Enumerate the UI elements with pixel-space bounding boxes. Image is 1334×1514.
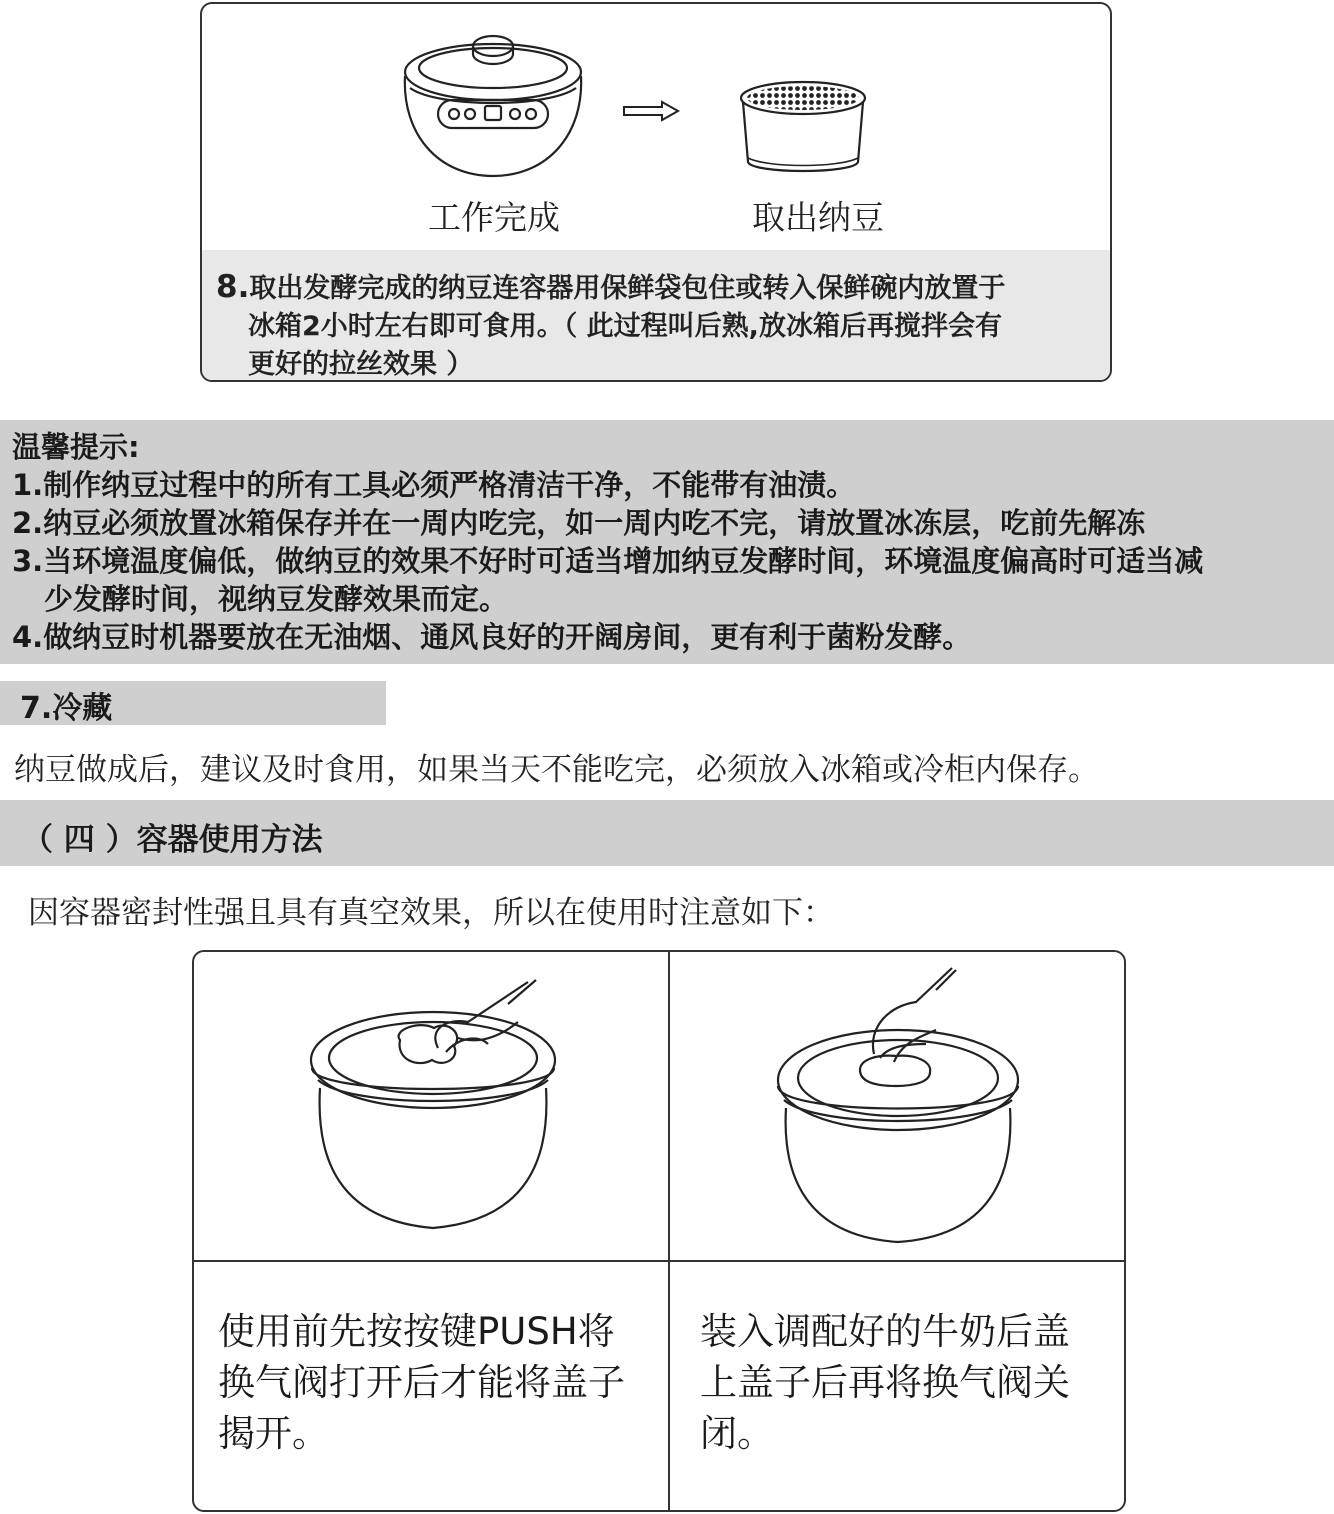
section7-title: 7.冷藏 — [20, 691, 113, 726]
tips-section — [0, 420, 1334, 664]
step8-instructions — [216, 268, 1106, 382]
usage-left-line-1: 使用前先按按键PUSH将 — [218, 1310, 615, 1353]
natto-container-icon — [738, 78, 868, 178]
table-vertical-divider — [668, 952, 670, 1510]
tip-item-3: 3.当环境温度偏低，做纳豆的效果不好时可适当增加纳豆发酵时间，环境温度偏高时可适当减 — [12, 544, 1204, 578]
tip-item-4: 4.做纳豆时机器要放在无油烟、通风良好的开阔房间，更有利于菌粉发酵。 — [12, 620, 972, 654]
usage-right-text — [700, 1306, 1070, 1459]
caption-take-out-natto: 取出纳豆 — [752, 198, 884, 237]
pot-lid-open-icon — [308, 978, 558, 1238]
step8-panel — [200, 2, 1112, 382]
arrow-right-icon — [622, 100, 682, 122]
section4-title: （ 四 ）容器使用方法 — [22, 822, 323, 858]
usage-left-line-2: 换气阀打开后才能将盖子 — [218, 1361, 625, 1404]
section7-header — [0, 681, 386, 725]
tip-item-2: 2.纳豆必须放置冰箱保存并在一周内吃完，如一周内吃不完，请放置冰冻层，吃前先解冻 — [12, 506, 1146, 540]
section7-body: 纳豆做成后，建议及时食用，如果当天不能吃完，必须放入冰箱或冷柜内保存。 — [14, 752, 1099, 788]
usage-right-line-3: 闭。 — [700, 1412, 774, 1455]
tip-item-1: 1.制作纳豆过程中的所有工具必须严格清洁干净，不能带有油渍。 — [12, 468, 856, 502]
tips-title: 温馨提示: — [12, 430, 140, 464]
pot-lid-close-icon — [776, 966, 1026, 1246]
usage-table — [192, 950, 1126, 1512]
table-horizontal-divider — [194, 1260, 1124, 1262]
step8-line-1: 取出发酵完成的纳豆连容器用保鲜袋包住或转入保鲜碗内放置于 — [249, 273, 1006, 304]
usage-left-line-3: 揭开。 — [218, 1412, 329, 1455]
caption-work-done: 工作完成 — [428, 198, 560, 237]
usage-right-line-2: 上盖子后再将换气阀关 — [700, 1361, 1070, 1404]
step8-line-2: 冰箱2小时左右即可食用。（ 此过程叫后熟,放冰箱后再搅拌会有 — [248, 311, 1002, 342]
section4-header — [0, 800, 1334, 866]
step8-line-3: 更好的拉丝效果 ） — [248, 349, 474, 380]
yogurt-maker-icon — [398, 24, 588, 194]
usage-left-text — [218, 1306, 625, 1459]
section4-intro: 因容器密封性强且具有真空效果，所以在使用时注意如下： — [28, 895, 834, 931]
usage-right-line-1: 装入调配好的牛奶后盖 — [700, 1310, 1070, 1353]
tip-item-3-continued: 少发酵时间，视纳豆发酵效果而定。 — [44, 582, 509, 616]
step-number: 8. — [216, 269, 250, 305]
